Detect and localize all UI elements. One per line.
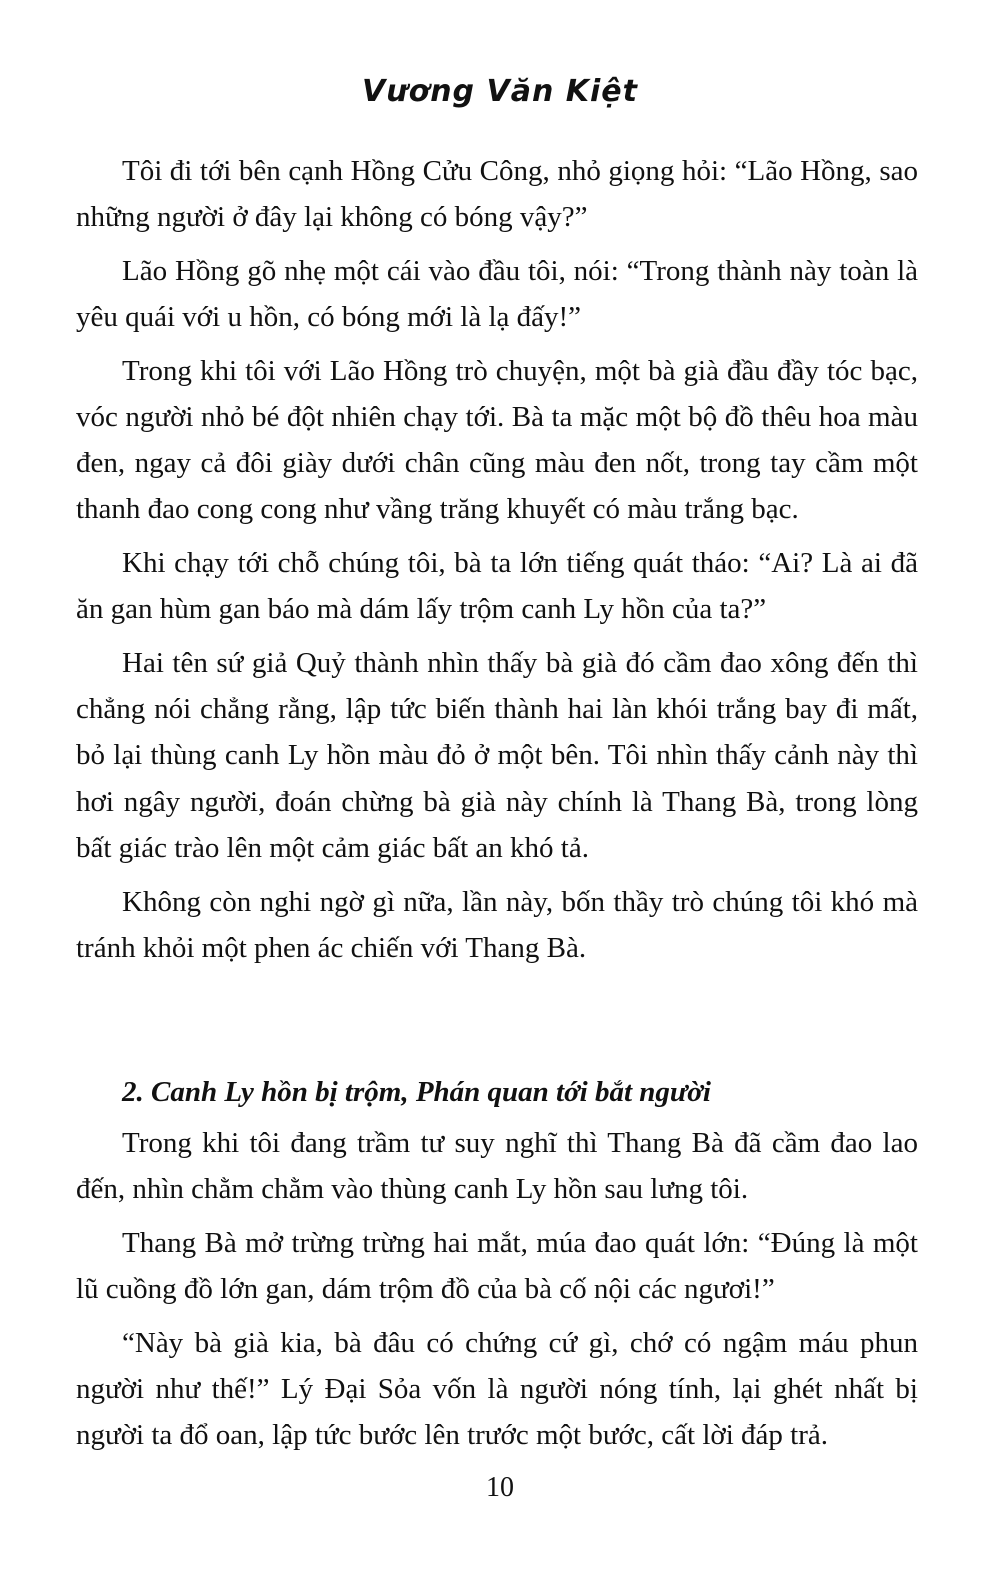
paragraph: Khi chạy tới chỗ chúng tôi, bà ta lớn tiếng quát tháo: “Ai? Là ai đã ăn gan hùm gan báo mà dám lấy trộm canh Ly hồn của ta?” (76, 547, 918, 626)
paragraph: Hai tên sứ giả Quỷ thành nhìn thấy bà già đó cầm đao xông đến thì chẳng nói chẳng rằng, lập tức biến thành hai làn khói trắng bay đi mất, bỏ lại thùng canh Ly hồn màu đỏ ở một bên. Tôi nhìn thấy cảnh này thì hơi ngây người, đoán chừng bà già này chính là Thang Bà, trong lòng bất giác trào lên một cảm giác bất an khó tả. (76, 647, 918, 864)
paragraph: “Này bà già kia, bà đâu có chứng cứ gì, chớ có ngậm máu phun người như thế!” Lý Đại Sỏa vốn là người nóng tính, lại ghét nhất bị người ta đổ oan, lập tức bước lên trước một bước, cất lời đáp trả. (76, 1326, 918, 1452)
running-header-author: Vương Văn Kiệt (362, 74, 638, 109)
paragraph: Thang Bà mở trừng trừng hai mắt, múa đao quát lớn: “Đúng là một lũ cuồng đồ lớn gan, dám trộm đồ của bà cố nội các ngươi!” (76, 1226, 918, 1306)
paragraph: Trong khi tôi đang trầm tư suy nghĩ thì Thang Bà đã cầm đao lao đến, nhìn chằm chằm vào thùng canh Ly hồn sau lưng tôi. (76, 1127, 918, 1206)
page-number: 10 (486, 1472, 514, 1503)
body-text-after-section (76, 1120, 918, 1466)
body-text-before-section (76, 148, 918, 978)
paragraph: Không còn nghi ngờ gì nữa, lần này, bốn thầy trò chúng tôi khó mà tránh khỏi một phen ác chiến với Thang Bà. (76, 885, 918, 964)
paragraph: Trong khi tôi với Lão Hồng trò chuyện, một bà già đầu đầy tóc bạc, vóc người nhỏ bé đột nhiên chạy tới. Bà ta mặc một bộ đồ thêu hoa màu đen, ngay cả đôi giày dưới chân cũng màu đen nốt, trong tay cầm một thanh đao cong cong như vầng trăng khuyết có màu trắng bạc. (76, 354, 918, 526)
section-heading: 2. Canh Ly hồn bị trộm, Phán quan tới bắt người (122, 1076, 711, 1108)
paragraph: Lão Hồng gõ nhẹ một cái vào đầu tôi, nói: “Trong thành này toàn là yêu quái với u hồn, có bóng mới là lạ đấy!” (76, 254, 918, 334)
paragraph: Tôi đi tới bên cạnh Hồng Cửu Công, nhỏ giọng hỏi: “Lão Hồng, sao những người ở đây lại không có bóng vậy?” (76, 155, 918, 234)
